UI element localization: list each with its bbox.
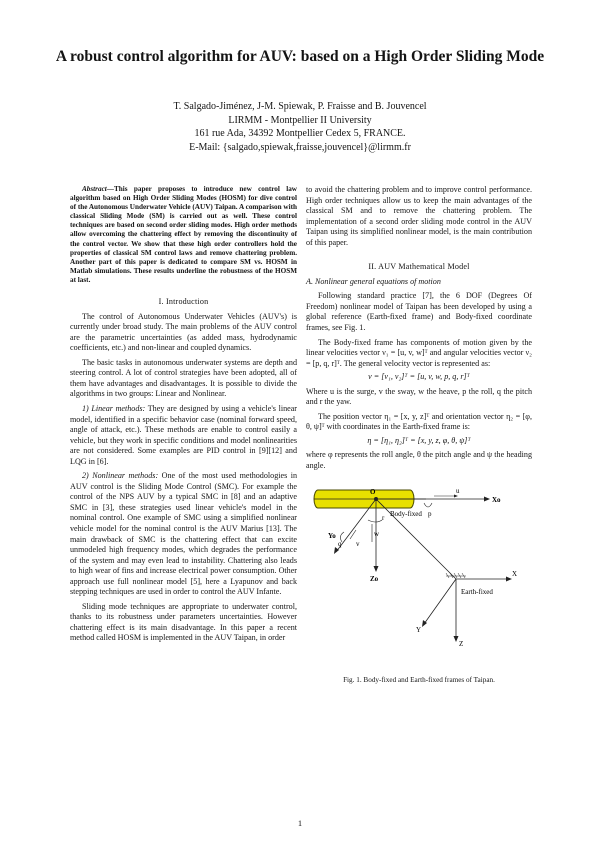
intro-paragraph-5: Sliding mode techniques are appropriate to underwater control, thanks to its robustness under parameters uncertainties. However chattering effect is its main disadvantage. In this paper a recent method called HOSM is implemented in the AUV Taipan, in order (70, 601, 297, 643)
label-w: w (374, 529, 380, 538)
intro-paragraph-continued: to avoid the chattering problem and to improve control performance. High order techniques allow us to keep the main advantages of the classical SM and to remove the chattering problem. The implementation of a second order sliding mode control in the AUV Taipan using its simplified nonlinear model, is the main contribution of this paper. (306, 185, 532, 247)
model-paragraph-4: The position vector η₁ = [x, y, z]ᵀ and orientation vector η₂ = [φ, θ, ψ]ᵀ with coordinates in the Earth-fixed frame is: (306, 411, 532, 432)
author-block (60, 100, 540, 154)
intro-paragraph-nonlinear (70, 471, 297, 598)
body-y-arrowhead (334, 547, 339, 554)
section-heading-model: II. AUV Mathematical Model (368, 262, 470, 272)
abstract (70, 185, 297, 285)
label-Z: Z (459, 639, 464, 648)
label-p: p (428, 509, 432, 518)
abstract-label: Abstract— (82, 185, 114, 193)
earth-ground-hatch (446, 573, 466, 578)
p-rotation-arc (424, 503, 432, 507)
earth-y-axis (424, 579, 456, 624)
intro-paragraph-linear (70, 404, 297, 467)
label-Y: Y (416, 625, 422, 634)
label-X: X (512, 569, 518, 578)
label-earth-fixed: Earth-fixed (461, 587, 493, 596)
left-column (70, 185, 297, 644)
paper-title: A robust control algorithm for AUV: based on a High Order Sliding Mode (55, 48, 545, 65)
author-email: E-Mail: {salgado,spiewak,fraisse,jouvencel}@lirmm.fr (189, 141, 411, 153)
intro-paragraph-2: The basic tasks in autonomous underwater systems are depth and steering control. A lot of control strategies have been adopted, all of them have advantages and disadvantages. It is possible to divide the algorithms in two groups: Linear and Nonlinear. (70, 357, 297, 399)
model-paragraph-3: Where u is the surge, v the sway, w the heave, p the roll, q the pitch and r the yaw. (306, 386, 532, 407)
label-Zo: Zo (370, 574, 379, 583)
model-paragraph-5: where φ represents the roll angle, θ the pitch angle and ψ the heading angle. (306, 450, 532, 471)
earth-z-arrowhead (454, 636, 459, 642)
label-r: r (382, 513, 385, 522)
body-z-arrowhead (374, 566, 379, 572)
author-lab: LIRMM - Montpellier II University (228, 114, 372, 126)
nonlinear-methods-label: 2) Nonlinear methods: (82, 471, 159, 481)
author-address: 161 rue Ada, 34392 Montpellier Cedex 5, FRANCE. (194, 128, 406, 140)
figure-caption: Fig. 1. Body-fixed and Earth-fixed frames of Taipan. (343, 675, 495, 684)
label-u: u (456, 486, 460, 495)
label-Xo: Xo (492, 495, 501, 504)
nonlinear-methods-text: One of the most used methodologies in AUV control is the Sliding Mode Control (SMC). For example the control of the NPS AUV by a typical SMC in [8] and an adaptive SMC in [3], these strategies used linear vehicle's model in the nominal control. One example of SMC using a simplified nonlinear vehicle model for the nominal control is the AUV Marius [13]. The main drawback of SMC is the chattering effect that can excite unmodeled high frequency modes, which degrades the performance of the system and may even lead to instability. Chattering also leads to high wear of fins and increase electrical power consumption. Other approach use full nonlinear model [5], here a Lyapunov and back stepping techniques are used in order to control the AUV Infante. (70, 471, 297, 597)
label-q: q (338, 539, 342, 548)
body-x-arrowhead (484, 496, 490, 501)
author-names: T. Salgado-Jiménez, J-M. Spiewak, P. Fraisse and B. Jouvencel (173, 101, 427, 112)
figure-frames (306, 484, 532, 669)
model-paragraph-1: Following standard practice [7], the 6 DOF (Degrees Of Freedom) nonlinear model of Taipan has been developed by using a global reference (Earth-fixed frame) and Body-fixed coordinate frames, see Fig. 1. (306, 291, 532, 333)
frames-diagram (306, 484, 532, 669)
model-paragraph-2: The Body-fixed frame has components of motion given by the linear velocities vector ν₁ = [u, v, w]ᵀ and angular velocities vector ν₂ = [p, q, r]ᵀ. The general velocity vector is represented as: (306, 337, 532, 368)
equation-position: η = [η₁, η₂]ᵀ = [x, y, z, φ, θ, ψ]ᵀ (367, 435, 471, 445)
right-column (306, 185, 532, 685)
subsection-heading: A. Nonlinear general equations of motion (306, 276, 441, 286)
page-number: 1 (297, 818, 303, 828)
label-O: O (370, 487, 376, 496)
v-arrow (350, 530, 356, 539)
equation-velocity: ν = [ν₁, ν₂]ᵀ = [u, v, w, p, q, r]ᵀ (368, 372, 470, 382)
label-v: v (356, 539, 360, 548)
label-Yo: Yo (328, 531, 336, 540)
abstract-text: This paper proposes to introduce new control law algorithm based on High Order Sliding Modes (HOSM) for dive control of the Autonomous Underwater Vehicle (AUV) Taipan. A comparison with classical Sliding Mode (SM) is carried out as well. These control techniques are based on second order sliding modes. High order methods allow overcoming the chattering effect by removing the discontinuity of the control vector. We show that these high order controllers hold the properties of classical SM control laws and remove chattering problem. Another part of this paper is dedicated to compare SM vs. HOSM in Matlab simulations. These results underline the robustness of the HOSM at last. (70, 185, 297, 284)
label-body-fixed: Body-fixed (390, 509, 422, 518)
linear-methods-text: They are designed by using a vehicle's linear model, identified in a specific behavior case (nominal forward speed, angle of attack, etc.). These methods are enable to control easily a vehicle, but they work in specific conditions and model nonlinearities are not considered. Some examples are PID control in [9][12] and LQG in [6]. (70, 403, 297, 466)
intro-paragraph-1: The control of Autonomous Underwater Vehicles (AUV's) is currently under broad study. The main problems of the AUV control are the parametric uncertainties (as added mass, hydrodynamic coefficients, etc.) and non-linear and coupled dynamics. (70, 311, 297, 353)
r-rotation-arc (368, 520, 382, 522)
section-heading-introduction: I. Introduction (158, 297, 209, 307)
linear-methods-label: 1) Linear methods: (82, 403, 146, 413)
